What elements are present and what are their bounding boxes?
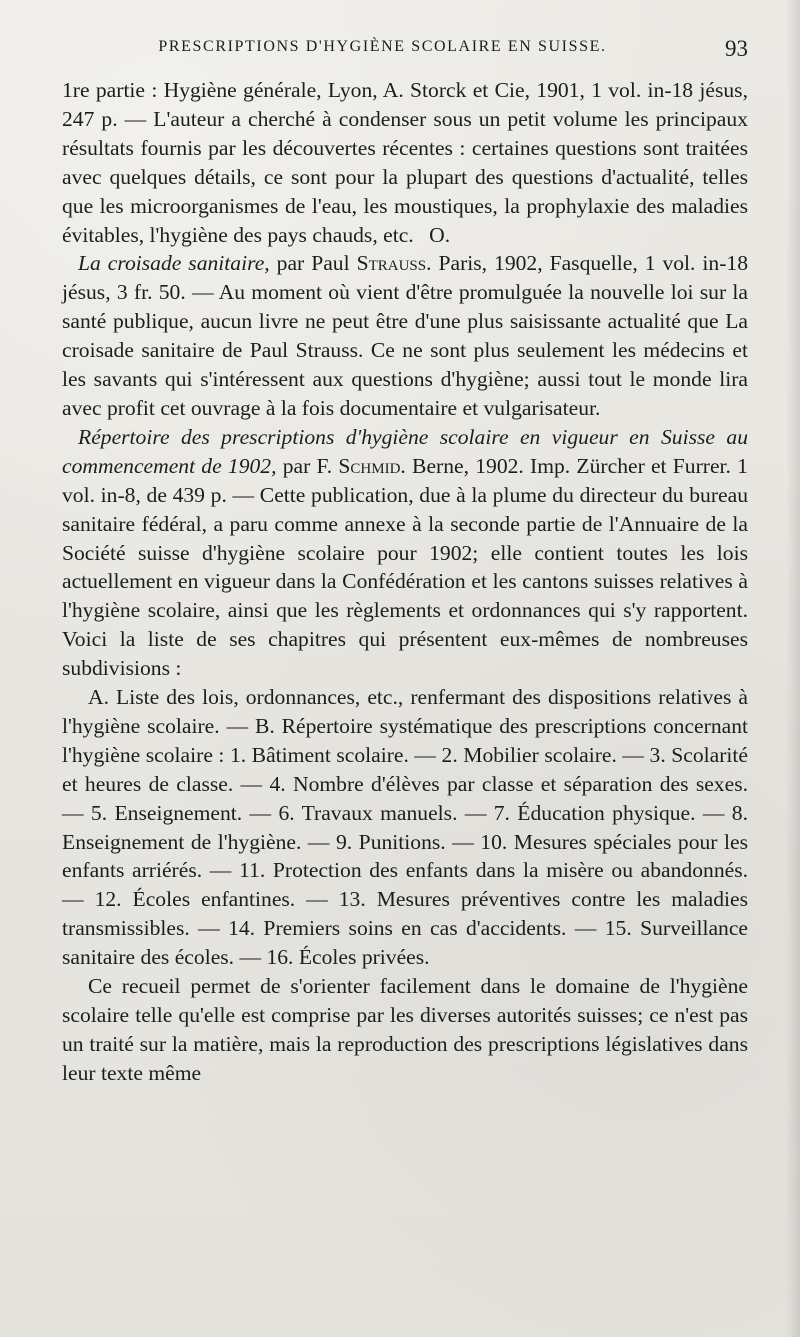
running-head [62,38,748,76]
review-entry [62,76,748,249]
author-prefix: par Paul [276,251,350,276]
page-number: 93 [725,36,748,61]
review-conclusion: Ce recueil permet de s'orienter facilement dans le domaine de l'hygiène scolaire telle qu'elle est comprise par les diverses autorités suisses; ce n'est pas un traité sur la matière, mais la reproduction des prescriptions législatives dans leur texte même [62,974,748,1085]
review-entry [62,249,748,422]
author-name: Schmid. [338,453,406,478]
review-text: 1re partie : Hygiène générale, Lyon, A. Storck et Cie, 1901, 1 vol. in-18 jésus, 247 p. — L'auteur a cherché à condenser sous un petit volume les principaux résultats fournis par les découvertes récentes : certaines questions sont traitées avec quelques détails, ce sont pour la plupart des questions d'actualité, telles que les microorganismes de l'eau, les moustiques, la prophylaxie des maladies évitables, l'hygiène des pays chauds, etc. [62,78,748,247]
running-title: PRESCRIPTIONS D'HYGIÈNE SCOLAIRE EN SUISSE. [158,38,607,55]
author-name: Strauss. [356,251,432,276]
chapter-list: A. Liste des lois, ordonnances, etc., renfermant des dispositions relatives à l'hygiène scolaire. — B. Répertoire systématique des prescriptions concernant l'hygiène scolaire : 1. Bâtiment scolaire. — 2. Mobilier scolaire. — 3. Scolarité et heures de classe. — 4. Nombre d'élèves par classe et séparation des sexes. — 5. Enseignement. — 6. Travaux manuels. — 7. Éducation physique. — 8. Enseignement de l'hygiène. — 9. Punitions. — 10. Mesures spéciales pour les enfants arriérés. — 11. Protection des enfants dans la misère ou abandonnés. — 12. Écoles enfantines. — 13. Mesures préventives contre les maladies transmissibles. — 14. Premiers soins en cas d'accidents. — 15. Surveillance sanitaire des écoles. — 16. Écoles privées. [62,685,748,970]
book-title: Répertoire des prescriptions d'hygiène scolaire en vigueur en Suisse au commencement de 1902, [62,424,748,478]
review-text: Berne, 1902. Imp. Zürcher et Furrer. 1 vol. in-8, de 439 p. — Cette publication, due à la plume du directeur du bureau sanitaire fédéral, a paru comme annexe à la seconde partie de l'Annuaire de la Société suisse d'hygiène scolaire pour 1902; elle contient toutes les lois actuellement en vigueur dans la Confédération et les cantons suisses relatives à l'hygiène scolaire, ainsi que les règlements et ordonnances qui s'y rapportent. Voici la liste de ses chapitres qui présentent eux-mêmes de nombreuses subdivisions : [62,453,748,681]
book-reviews [62,76,748,1088]
review-entry [62,423,748,683]
author-prefix: par F. [282,453,333,478]
book-title: La croisade sanitaire, [78,251,270,276]
review-signature: O. [429,222,451,247]
review-text: Paris, 1902, Fasquelle, 1 vol. in-18 jésus, 3 fr. 50. — Au moment où vient d'être promulguée la nouvelle loi sur la santé publique, aucun livre ne peut être d'une plus saisissante actualité que La croisade sanitaire de Paul Strauss. Ce ne sont plus seulement les médecins et les savants qui s'intéressent aux questions d'hygiène; aussi tout le monde lira avec profit cet ouvrage à la fois documentaire et vulgarisateur. [62,251,748,420]
